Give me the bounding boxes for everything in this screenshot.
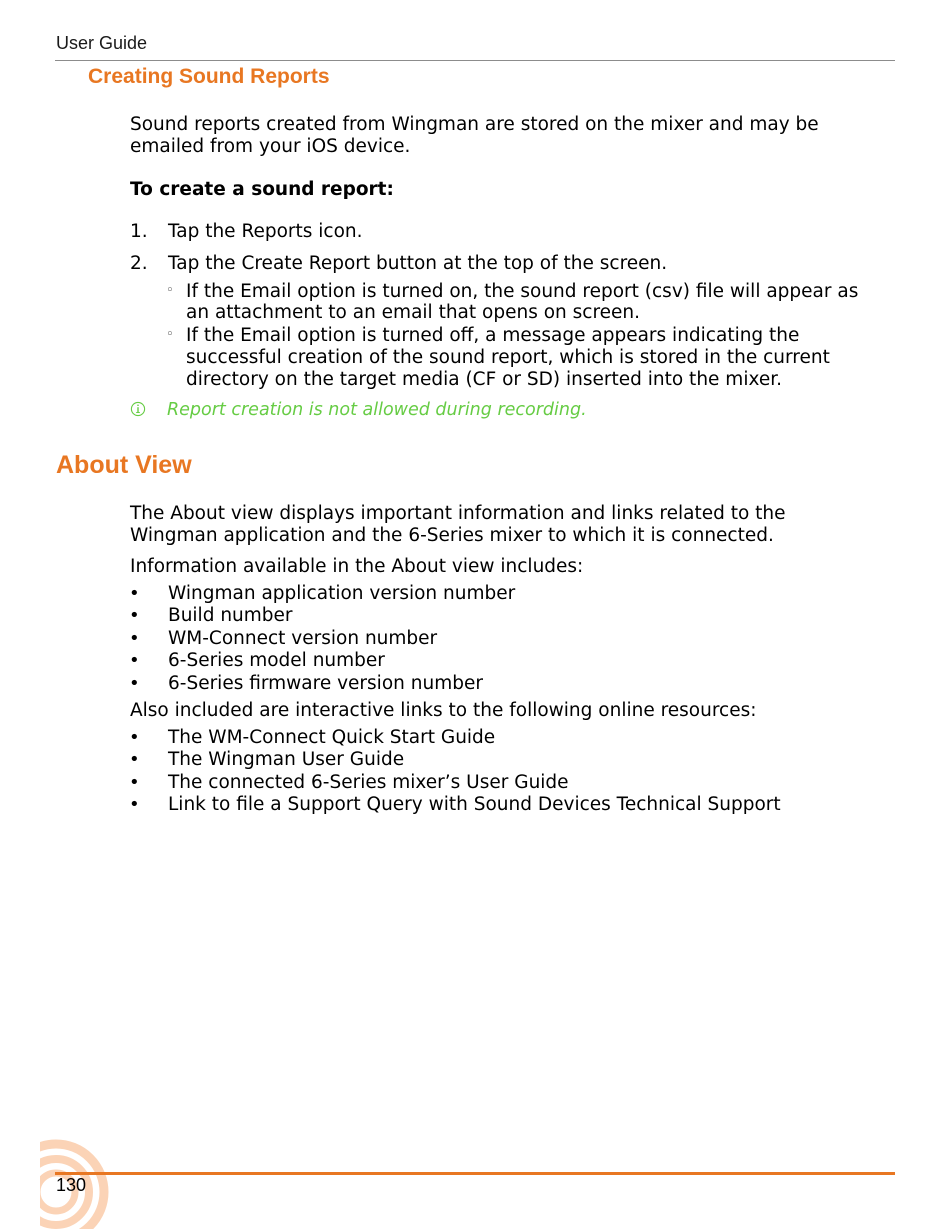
info-list-item: Wingman application version number (168, 583, 516, 604)
bullet-marker: • (129, 605, 140, 626)
bullet-marker: • (129, 628, 140, 649)
info-list-item: 6-Series model number (168, 650, 385, 671)
sub-item-line: If the Email option is turned off, a message appears indicating the (186, 325, 800, 346)
about-intro-line: Wingman application and the 6-Series mixer to which it is connected. (130, 525, 774, 546)
sub-bullet-marker: ◦ (166, 327, 174, 342)
info-list-item: 6-Series firmware version number (168, 673, 483, 694)
intro-paragraph-line: emailed from your iOS device. (130, 136, 411, 157)
bullet-marker: • (129, 673, 140, 694)
info-list-item: WM-Connect version number (168, 628, 438, 649)
bullet-marker: • (129, 727, 140, 748)
running-header: User Guide (56, 33, 148, 53)
about-intro-line: The About view displays important information and links related to the (130, 503, 786, 524)
bullet-marker: • (129, 772, 140, 793)
links-lead-text: Also included are interactive links to the following online resources: (130, 700, 757, 721)
info-icon (130, 401, 146, 417)
intro-paragraph-line: Sound reports created from Wingman are stored on the mixer and may be (130, 114, 819, 135)
resource-link-item: The Wingman User Guide (168, 749, 405, 770)
footer-divider (55, 1172, 895, 1175)
bullet-marker: • (129, 749, 140, 770)
section-heading-about-view: About View (56, 451, 192, 479)
bullet-marker: • (129, 583, 140, 604)
page-number: 130 (56, 1175, 87, 1195)
step-text: Tap the Create Report button at the top of the screen. (168, 253, 668, 274)
step-number: 2. (130, 253, 148, 274)
step-text: Tap the Reports icon. (168, 221, 363, 242)
bullet-marker: • (129, 650, 140, 671)
info-lead-text: Information available in the About view includes: (130, 556, 584, 577)
resource-link-item: Link to file a Support Query with Sound Devices Technical Support (168, 794, 781, 815)
info-list-item: Build number (168, 605, 293, 626)
resource-link-item: The connected 6-Series mixer’s User Guide (168, 772, 569, 793)
resource-link-item: The WM-Connect Quick Start Guide (168, 727, 496, 748)
step-number: 1. (130, 221, 148, 242)
header-divider (55, 60, 895, 61)
section-heading-sound-reports: Creating Sound Reports (88, 65, 330, 88)
note-text: Report creation is not allowed during recording. (167, 400, 587, 420)
sub-item-line: successful creation of the sound report, which is stored in the current (186, 347, 830, 368)
sub-item-line: an attachment to an email that opens on screen. (186, 302, 641, 323)
sub-bullet-marker: ◦ (166, 283, 174, 298)
procedure-title: To create a sound report: (130, 179, 394, 200)
bullet-marker: • (129, 794, 140, 815)
sub-item-line: directory on the target media (CF or SD) inserted into the mixer. (186, 369, 783, 390)
sub-item-line: If the Email option is turned on, the sound report (csv) file will appear as (186, 281, 859, 302)
